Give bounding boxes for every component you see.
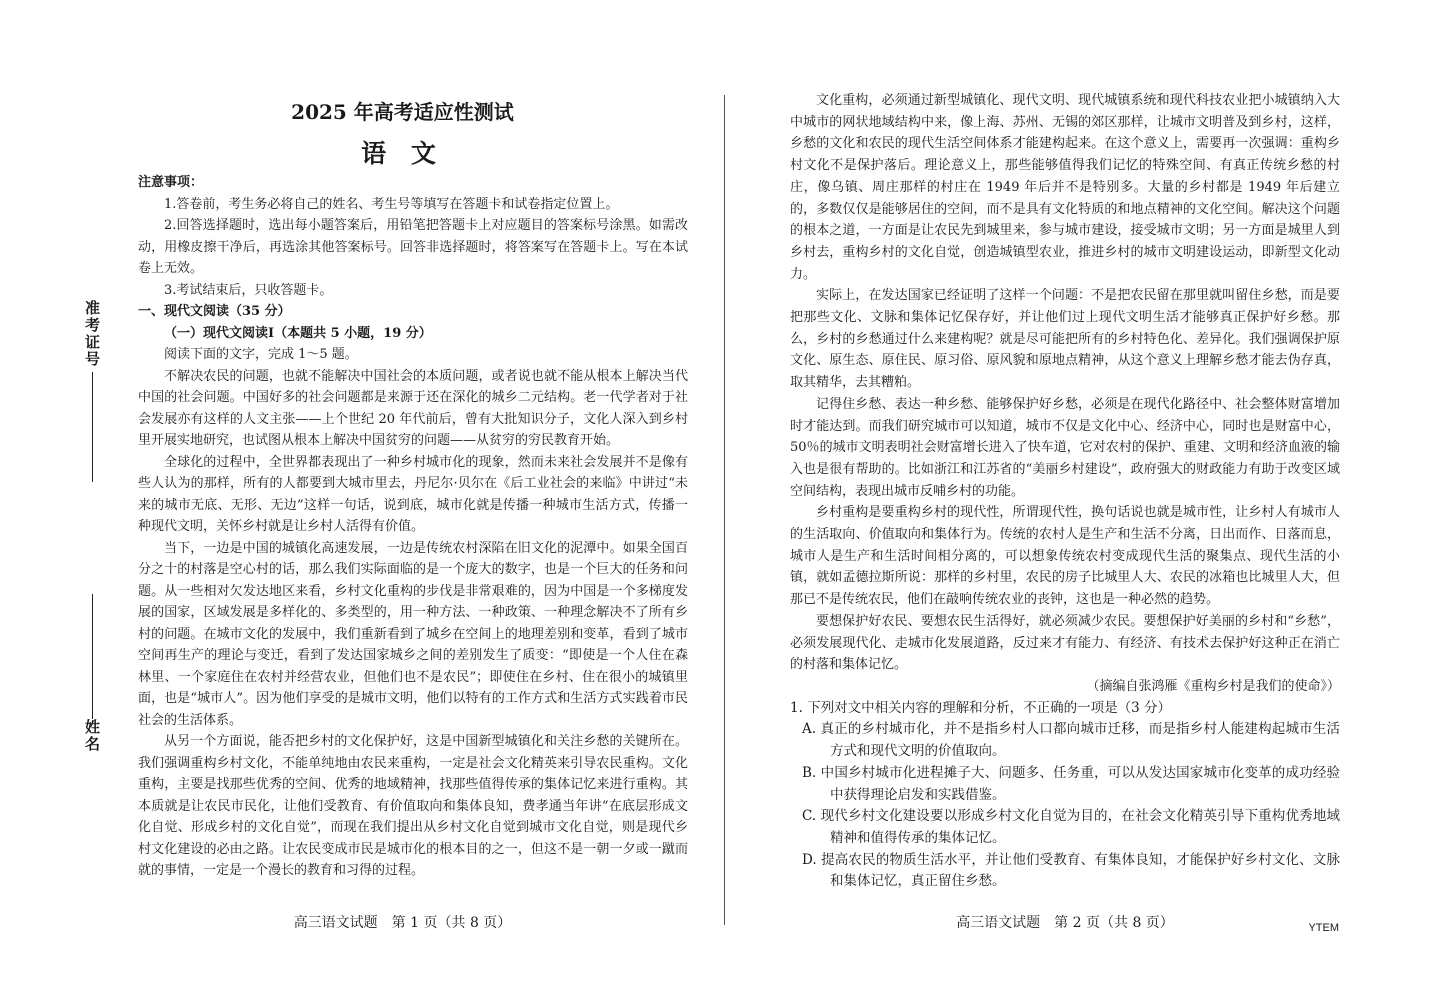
question-1 xyxy=(790,698,1340,893)
subject-title: 语 文 xyxy=(361,139,444,168)
exam-number-label xyxy=(82,300,103,482)
option-b: B. 中国乡村城市化进程摊子大、问题多、任务重，可以从发达国家城市化变革的成功经验中获得理论启发和实践借鉴。 xyxy=(802,764,1340,803)
right-page xyxy=(790,0,1340,1002)
watermark-text: YTEM xyxy=(1308,922,1339,934)
notice-1: 1.答卷前，考生务必将自己的姓名、考生号等填写在答题卡和试卷指定位置上。 xyxy=(164,196,619,212)
name-line xyxy=(92,594,93,719)
option-a: A. 真正的乡村城市化，并不是指乡村人口都向城市迁移，而是指乡村人能建构起城市生活方式和现代文明的价值取向。 xyxy=(802,721,1340,760)
passage-paragraph: 文化重构，必须通过新型城镇化、现代文明、现代城镇系统和现代科技农业把小城镇纳入大中城市的网状地域结构中来，像上海、苏州、无锡的郊区那样，让城市文明普及到乡村，这样，乡愁的文化和农民的现代生活空间体系才能建构起来。在这个意义上，需要再一次强调：重构乡村文化不是保护落后。理论意义上，那些能够值得我们记忆的特殊空间、有真正传统乡愁的村庄，像乌镇、周庄那样的村庄在 1949 年后并不是特别多。大量的乡村都是 1949 年后建立的，多数仅仅是能够居住的空间，而不是具有文化特质的和地点精神的文化空间。解决这个问题的根本之道，一方面是让农民先到城里来，参与城市建设，接受城市文明；另一方面是城里人到乡村去，重构乡村的文化自觉，创造城镇型农业，推进乡村的城市文明建设运动，即新型文化动力。 xyxy=(790,93,1340,282)
page-divider xyxy=(724,95,725,925)
question-stem: 1. 下列对文中相关内容的理解和分析，不正确的一项是（3 分） xyxy=(790,699,1172,716)
subsection-heading: （一）现代文阅读Ⅰ（本题共 5 小题，19 分） xyxy=(164,325,432,341)
section-heading: 一、现代文阅读（35 分） xyxy=(138,304,291,319)
passage-paragraph: 乡村重构是要重构乡村的现代性，所谓现代性，换句话说也就是城市性，让乡村人有城市人的生活取向、价值取向和集体行为。传统的农村人是生产和生活不分离，日出而作、日落而息，城市人是生产和生活时间相分离的，可以想象传统农村变成现代生活的聚集点、现代生活的小镇，就如孟德拉斯所说：那样的乡村里，农民的房子比城里人大、农民的冰箱也比城里人大，但那已不是传统农民，他们在敲响传统农业的丧钟，这也是一种必然的趋势。 xyxy=(790,505,1340,608)
notice-2: 2.回答选择题时，选出每小题答案后，用铅笔把答题卡上对应题目的答案标号涂黑。如需改动，用橡皮擦干净后，再选涂其他答案标号。回答非选择题时，将答案写在答题卡上。写在本试卷上无效。 xyxy=(138,218,688,276)
exam-title: 2025 年高考适应性测试 xyxy=(291,100,514,124)
passage-paragraph: 要想保护好农民、要想农民生活得好，就必须减少农民。要想保护好美丽的乡村和“乡愁”，必须发展现代化、走城市化发展道路，反过来才有能力、有经济、有技术去保护好这种正在消亡的村落和集体记忆。 xyxy=(790,613,1340,673)
passage-paragraph: 当下，一边是中国的城镇化高速发展，一边是传统农村深陷在旧文化的泥潭中。如果全国百分之十的村落是空心村的话，那么我们实际面临的是一个庞大的数字，也是一个巨大的任务和问题。从一些相对欠发达地区来看，乡村文化重构的步伐是非常艰难的，因为中国是一个多梯度发展的国家，区域发展是多样化的、多类型的，用一种方法、一种政策、一种理念解决不了所有乡村的问题。在城市文化的发展中，我们重新看到了城乡在空间上的地理差别和变革，看到了城市空间再生产的理论与变迁，看到了发达国家城乡之间的差别发生了质变：“即使是一个人住在森林里、一个家庭住在农村并经营农业，但他们也不是农民”；即使住在乡村、住在很小的城镇里面，也是“城市人”。因为他们享受的是城市文明，他们以特有的工作方式和生活方式实践着市民社会的生活体系。 xyxy=(138,540,688,728)
option-c: C. 现代乡村文化建设要以形成乡村文化自觉为目的，在社会文化精英引导下重构优秀地域精神和值得传承的集体记忆。 xyxy=(802,808,1340,846)
left-page xyxy=(120,0,688,1002)
right-body xyxy=(790,90,1340,893)
notice-heading: 注意事项： xyxy=(138,175,204,190)
exam-number-line xyxy=(92,372,93,482)
name-text: 姓名 xyxy=(83,719,101,753)
left-body xyxy=(138,172,688,882)
left-footer: 高三语文试题 第 1 页（共 8 页） xyxy=(293,915,512,931)
notice-3: 3.考试结束后，只收答题卡。 xyxy=(164,282,333,298)
exam-number-text: 准考证号 xyxy=(83,300,101,368)
right-footer: 高三语文试题 第 2 页（共 8 页） xyxy=(956,915,1174,931)
passage-paragraph: 从另一个方面说，能否把乡村的文化保护好，这是中国新型城镇化和关注乡愁的关键所在。我们强调重构乡村文化，不能单纯地由农民来重构，一定是社会文化精英来引导农民重构。文化重构，主要是找那些优秀的空间、优秀的地域精神，找那些值得传承的集体记忆来进行重构。其本质就是让农民市民化，让他们受教育、有价值取向和集体良知，费孝通当年讲“在底层形成文化自觉、形成乡村的文化自觉”，而现在我们提出从乡村文化自觉到城市文化自觉，则是现代乡村文化建设的必由之路。让农民变成市民是城市化的根本目的之一，但这不是一朝一夕或一蹴而就的事情，一定是一个漫长的教育和习得的过程。 xyxy=(138,734,688,878)
name-label xyxy=(82,590,103,753)
passage-source: （摘编自张鸿雁《重构乡村是我们的使命》） xyxy=(1086,678,1340,694)
passage-paragraph: 不解决农民的问题，也就不能解决中国社会的本质问题，或者说也就不能从根本上解决当代中国的社会问题。中国好多的社会问题都是来源于还在深化的城乡二元结构。老一代学者对于社会发展亦有这样的人文主张——上个世纪 20 年代前后，曾有大批知识分子，文化人深入到乡村里开展实地研究，也试图从根本上解决中国贫穷的问题——从贫穷的穷民教育开始。 xyxy=(138,368,688,448)
reading-instruction: 阅读下面的文字，完成 1～5 题。 xyxy=(164,347,358,362)
passage-paragraph: 全球化的过程中，全世界都表现出了一种乡村城市化的现象，然而未来社会发展并不是像有些人认为的那样，所有的人都要到大城市里去，丹尼尔·贝尔在《后工业社会的来临》中讲过“未来的城市无底、无形、无边”这样一句话，说到底，城市化就是传播一种城市生活方式，传播一种现代文明，关怀乡村就是让乡村人活得有价值。 xyxy=(138,454,688,534)
option-d: D. 提高农民的物质生活水平，并让他们受教育、有集体良知，才能保护好乡村文化、文脉和集体记忆，真正留住乡愁。 xyxy=(802,851,1340,890)
passage-paragraph: 实际上，在发达国家已经证明了这样一个问题：不是把农民留在那里就叫留住乡愁，而是要把那些文化、文脉和集体记忆保存好，并让他们过上现代文明生活才能够真正保护好乡愁。那么，乡村的乡愁通过什么来建构呢？就是尽可能把所有的乡村特色化、差异化。我们强调保护原文化、原生态、原住民、原习俗、原风貌和原地点精神，从这个意义上理解乡愁才能去伪存真，取其精华，去其糟粕。 xyxy=(790,288,1340,391)
passage-paragraph: 记得住乡愁、表达一种乡愁、能够保护好乡愁，必须是在现代化路径中、社会整体财富增加时才能达到。而我们研究城市可以知道，城市不仅是文化中心、经济中心，同时也是财富中心，50％的城市文明表明社会财富增长进入了快车道，它对农村的保护、重建、文明和经济血液的输入也是很有帮助的。比如浙江和江苏省的“美丽乡村建设”，政府强大的财政能力有助于改变区域空间结构，表现出城市反哺乡村的功能。 xyxy=(790,396,1340,499)
